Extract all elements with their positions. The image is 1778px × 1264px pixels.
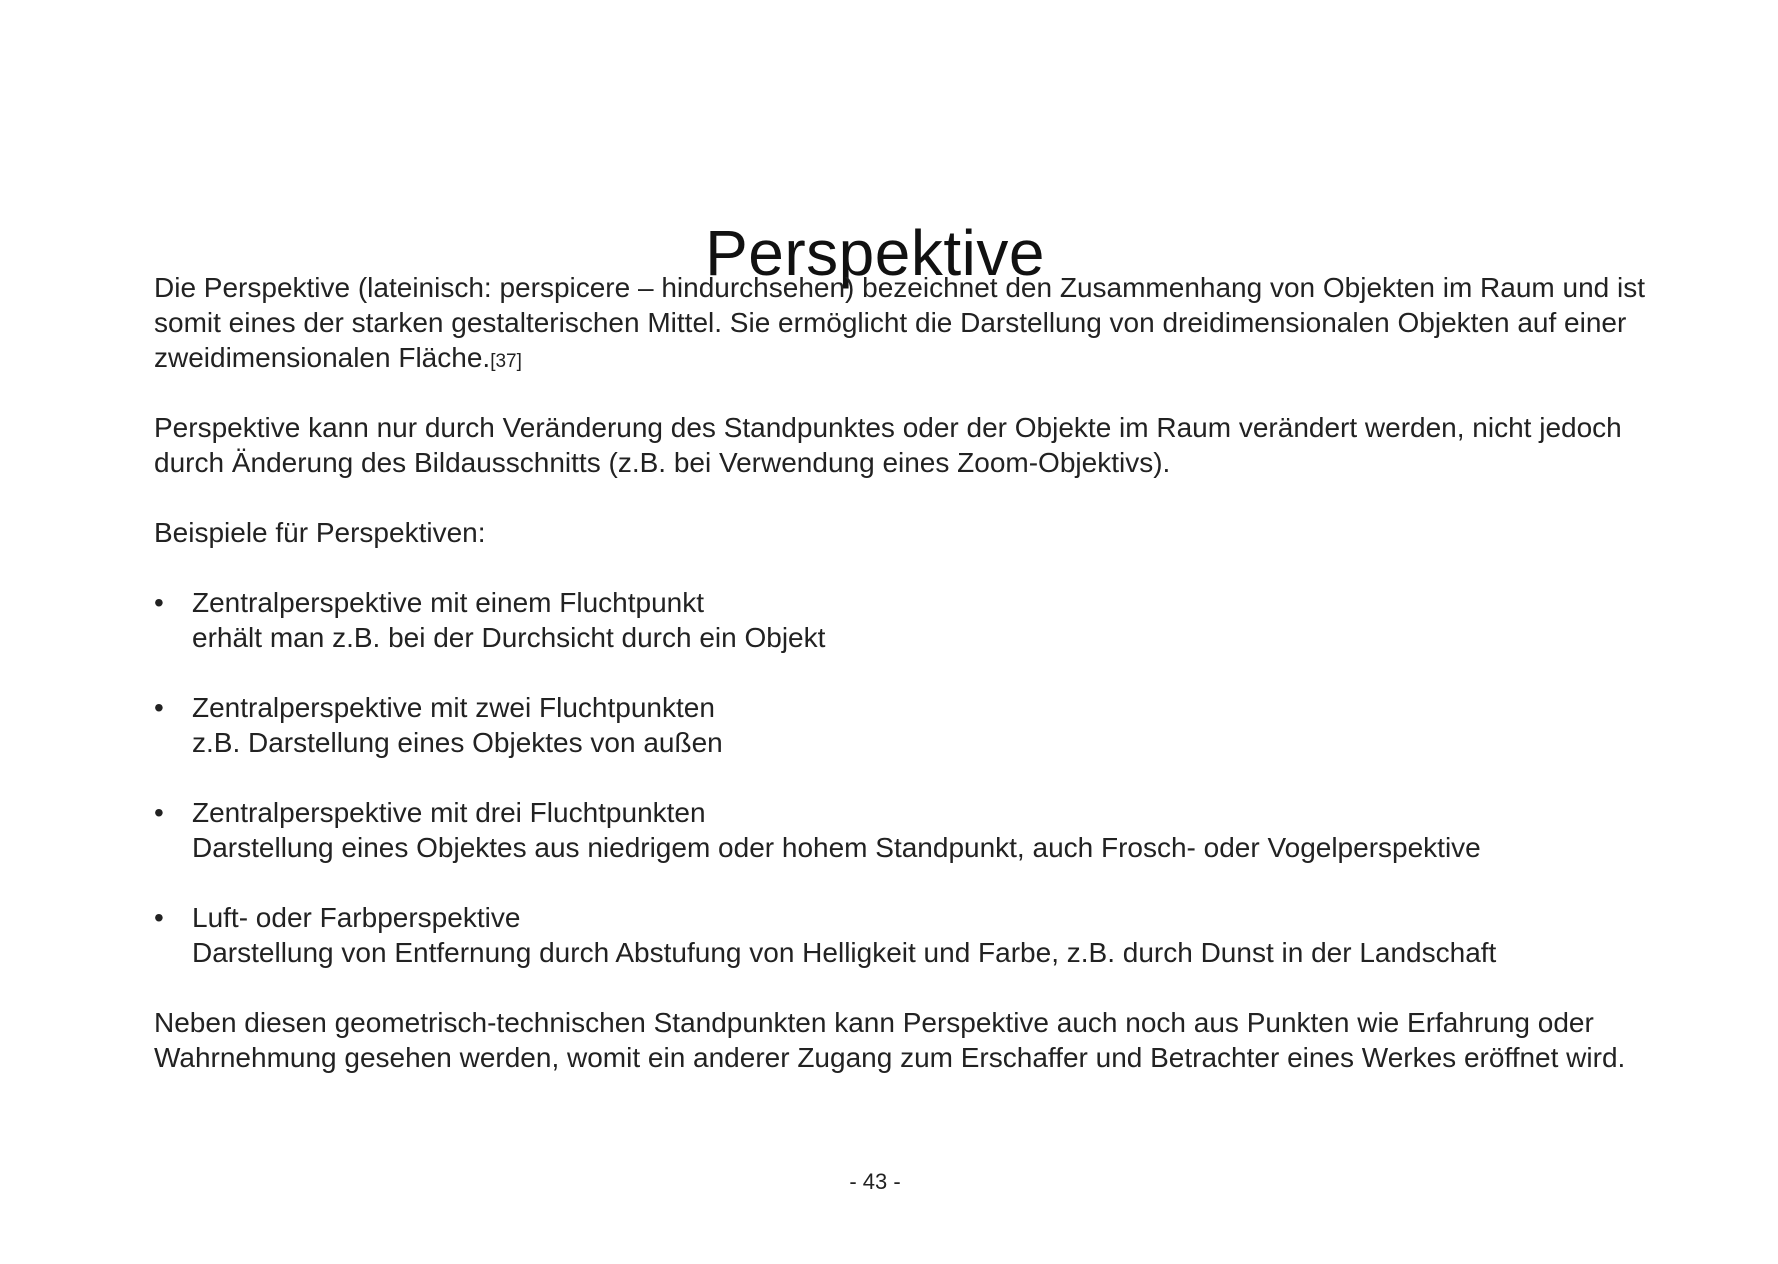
change-paragraph bbox=[154, 410, 1694, 480]
paragraph-spacer bbox=[154, 480, 1694, 515]
example-description: Darstellung von Entfernung durch Abstufung von Helligkeit und Farbe, z.B. durch Dunst in der Landschaft bbox=[192, 937, 1497, 968]
change-line-2: durch Änderung des Bildausschnitts (z.B. bei Verwendung eines Zoom-Objektivs). bbox=[154, 447, 1171, 478]
example-description: z.B. Darstellung eines Objektes von außen bbox=[192, 727, 723, 758]
list-item bbox=[154, 690, 1694, 760]
example-description: erhält man z.B. bei der Durchsicht durch ein Objekt bbox=[192, 622, 826, 653]
intro-line-2: somit eines der starken gestalterischen Mittel. Sie ermöglicht die Darstellung von dreidimensionalen Objekten auf einer bbox=[154, 307, 1627, 338]
example-heading: Zentralperspektive mit einem Fluchtpunkt bbox=[192, 587, 704, 618]
intro-paragraph bbox=[154, 270, 1694, 375]
list-item bbox=[154, 900, 1694, 970]
example-description: Darstellung eines Objektes aus niedrigem oder hohem Standpunkt, auch Frosch- oder Vogelperspektive bbox=[192, 832, 1481, 863]
bullet-icon: • bbox=[154, 692, 164, 723]
intro-line-3 bbox=[154, 340, 1694, 375]
examples-list bbox=[154, 585, 1694, 970]
example-heading: Zentralperspektive mit drei Fluchtpunkten bbox=[192, 797, 706, 828]
bullet-icon: • bbox=[154, 797, 164, 828]
list-item bbox=[154, 585, 1694, 655]
paragraph-spacer bbox=[154, 550, 1694, 585]
example-heading: Luft- oder Farbperspektive bbox=[192, 902, 521, 933]
closing-line-1: Neben diesen geometrisch-technischen Standpunkten kann Perspektive auch noch aus Punkten wie Erfahrung oder bbox=[154, 1007, 1594, 1038]
intro-line-1: Die Perspektive (lateinisch: perspicere – hindurchsehen) bezeichnet den Zusammenhang von Objekten im Raum und ist bbox=[154, 272, 1646, 303]
change-line-1: Perspektive kann nur durch Veränderung des Standpunktes oder der Objekte im Raum verändert werden, nicht jedoch bbox=[154, 412, 1622, 443]
page-content bbox=[154, 270, 1694, 1075]
bullet-icon: • bbox=[154, 902, 164, 933]
paragraph-spacer bbox=[154, 375, 1694, 410]
examples-intro: Beispiele für Perspektiven: bbox=[154, 517, 486, 548]
closing-paragraph bbox=[154, 1005, 1694, 1075]
example-heading: Zentralperspektive mit zwei Fluchtpunkten bbox=[192, 692, 715, 723]
paragraph-spacer bbox=[154, 970, 1694, 1005]
page-number: - 43 - bbox=[849, 1169, 901, 1194]
page-title: Perspektive bbox=[705, 216, 1045, 289]
list-item bbox=[154, 795, 1694, 865]
intro-line-3-text: zweidimensionalen Fläche. bbox=[154, 342, 491, 373]
closing-line-2: Wahrnehmung gesehen werden, womit ein anderer Zugang zum Erschaffer und Betrachter eines Werkes eröffnet wird. bbox=[154, 1042, 1626, 1073]
footnote-reference: [37] bbox=[490, 351, 522, 372]
bullet-icon: • bbox=[154, 587, 164, 618]
